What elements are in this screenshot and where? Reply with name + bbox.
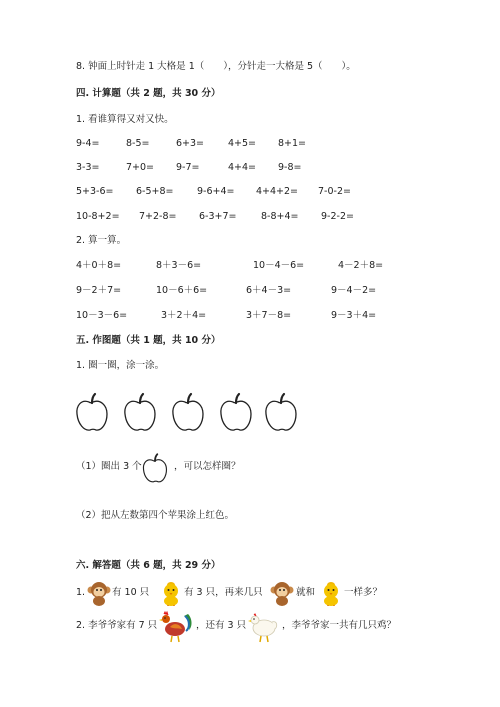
calc-item: 10－4－6= [253,260,305,271]
calc-item: 10-8+2= [76,211,120,222]
calc-item: 4+5= [228,138,257,149]
section-4-sub2: 2. 算一算。 [76,235,127,246]
calc-item: 9－3＋4= [331,310,377,321]
apple-icon [266,394,296,430]
section-6-q1-number: 1. [76,587,86,598]
calc-item: 9-2-2= [321,211,354,222]
rooster-icon [158,610,194,644]
calc-item: 9－2＋7= [76,285,122,296]
calc-item: 8-5= [126,138,150,149]
section-5-sub1: 1. 圈一圈，涂一涂。 [76,360,165,371]
apple-row [72,392,304,434]
calc-item: 6-5+8= [136,186,174,197]
calc-item: 8-8+4= [261,211,299,222]
section-6-q1-text-a: 有 10 只 [112,587,150,598]
calc-item: 4－2＋8= [338,260,384,271]
calc-item: 6＋4－3= [246,285,292,296]
section-5-title: 五. 作图题（共 1 题，共 10 分） [76,335,221,346]
calc-item: 5+3-6= [76,186,114,197]
calc-item: 9-6+4= [197,186,235,197]
calc-item: 8＋3－6= [156,260,202,271]
apple-icon [173,394,203,430]
section-5-q2: （2）把从左数第四个苹果涂上红色。 [76,510,235,521]
apple-icon [77,394,107,430]
chick-icon [160,580,182,606]
calc-item: 3＋2＋4= [161,310,207,321]
calc-item: 6-3+7= [199,211,237,222]
section-6-q1-text-c: 就和 [296,587,316,598]
calc-item: 4+4= [228,162,257,173]
calc-item: 3＋7－8= [246,310,292,321]
calc-item: 4＋0＋8= [76,260,122,271]
monkey-icon [270,580,294,606]
calc-item: 10－3－6= [76,310,128,321]
section-6-q1-text-b: 有 3 只，再来几只 [184,587,263,598]
calc-item: 9-4= [76,138,100,149]
monkey-icon [87,580,111,606]
hen-icon [246,610,280,644]
section-5-q1-part-b: ，可以怎样圈？ [174,461,241,472]
calc-item: 6+3= [176,138,205,149]
calc-item: 7+0= [126,162,155,173]
section-4-title: 四. 计算题（共 2 题，共 30 分） [76,88,221,99]
calc-item: 9－4－2= [331,285,377,296]
apple-icon [142,452,168,484]
section-5-q1-part-a: （1）圈出 3 个 [76,461,142,472]
section-6-title: 六. 解答题（共 6 题，共 29 分） [76,560,221,571]
section-6-q2-text-b: ，还有 3 只 [196,620,247,631]
calc-item: 9-7= [176,162,200,173]
section-6-q1-text-d: 一样多？ [344,587,383,598]
apple-icon [125,394,155,430]
calc-item: 7-0-2= [318,186,351,197]
section-6-q2-text-a: 2. 李爷爷家有 7 只 [76,620,158,631]
calc-item: 7+2-8= [139,211,177,222]
apple-icon [221,394,251,430]
calc-item: 8+1= [278,138,307,149]
calc-item: 3-3= [76,162,100,173]
calc-item: 4+4+2= [256,186,299,197]
section-4-sub1: 1. 看谁算得又对又快。 [76,114,174,125]
calc-item: 9-8= [278,162,302,173]
question-8: 8. 钟面上时针走 1 大格是 1（ ），分针走一大格是 5（ ）。 [76,61,356,72]
chick-icon [320,580,342,606]
section-6-q2-text-c: ，李爷爷家一共有几只鸡？ [282,620,397,631]
calc-item: 10－6＋6= [156,285,208,296]
